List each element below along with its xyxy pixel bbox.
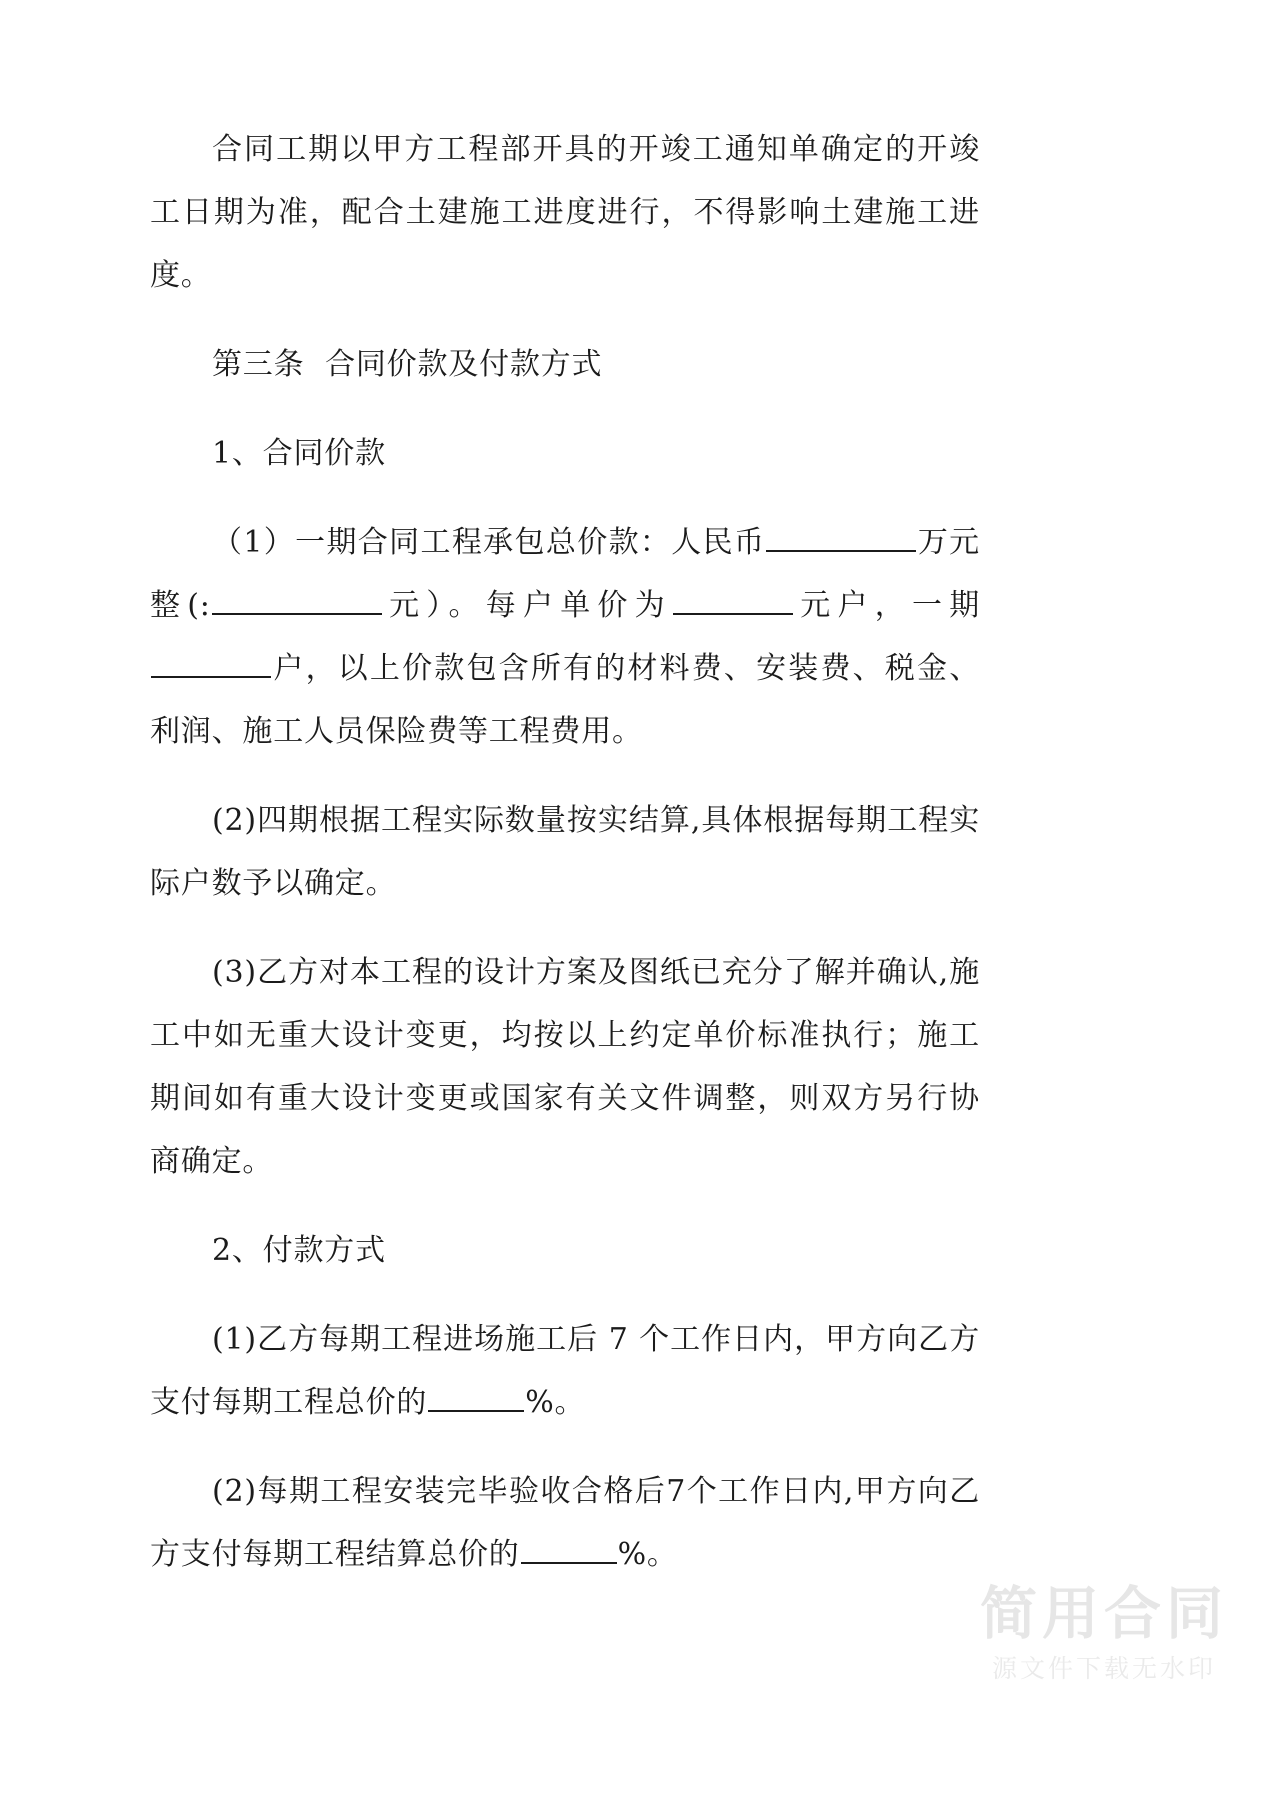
blank-field-total-price-wan[interactable] (766, 520, 916, 552)
paragraph-2-2-final-payment (150, 1460, 980, 1586)
blank-field-unit-price[interactable] (673, 583, 793, 615)
paragraph-1-1-segment-a: （1）一期合同工程承包总价款：人民币 (212, 525, 766, 560)
heading-item-1-contract-price: 1、合同价款 (212, 436, 386, 471)
paragraph-2-2-segment-b: %。 (617, 1537, 678, 1572)
blank-field-advance-percent[interactable] (428, 1380, 524, 1412)
blank-field-final-percent[interactable] (521, 1532, 617, 1564)
paragraph-2-1-segment-a: (1)乙方每期工程进场施工后 7 个工作日内，甲方向乙方支付每期工程总价的 (150, 1322, 980, 1420)
paragraph-1-3-design-changes: (3)乙方对本工程的设计方案及图纸已充分了解并确认,施工中如无重大设计变更，均按以上约定单价标准执行；施工期间如有重大设计变更或国家有关文件调整，则双方另行协商确定。 (150, 955, 980, 1179)
paragraph-contract-duration: 合同工期以甲方工程部开具的开竣工通知单确定的开竣工日期为准，配合土建施工进度进行，不得影响土建施工进度。 (150, 132, 980, 293)
watermark-brand-text: 简用合同 (980, 1580, 1228, 1647)
heading-article-three: 第三条 合同价款及付款方式 (212, 347, 603, 382)
paragraph-1-1-total-price (150, 511, 980, 763)
heading-item-2-payment-method: 2、付款方式 (212, 1233, 386, 1268)
paragraph-1-1-segment-e: 户，以上价款包含所有的材料费、安装费、税金、利润、施工人员保险费等工程费用。 (150, 651, 980, 749)
watermark-subtitle-text: 源文件下载无水印 (991, 1653, 1216, 1683)
paragraph-1-1-segment-b: 万元整(: (150, 525, 980, 623)
paragraph-1-1-segment-d: 元户，一期 (793, 588, 980, 623)
paragraph-2-1-advance-payment (150, 1308, 980, 1434)
paragraph-2-2-segment-a: (2)每期工程安装完毕验收合格后7个工作日内,甲方向乙方支付每期工程结算总价的 (150, 1474, 980, 1572)
document-body (150, 118, 980, 1612)
blank-field-household-count[interactable] (151, 646, 271, 678)
paragraph-1-2-settlement: (2)四期根据工程实际数量按实结算,具体根据每期工程实际户数予以确定。 (150, 803, 980, 901)
blank-field-total-price-yuan[interactable] (212, 583, 382, 615)
paragraph-1-1-segment-c: 元）。每户单价为 (382, 588, 672, 623)
watermark (980, 1580, 1228, 1683)
paragraph-2-1-segment-b: %。 (525, 1385, 586, 1420)
